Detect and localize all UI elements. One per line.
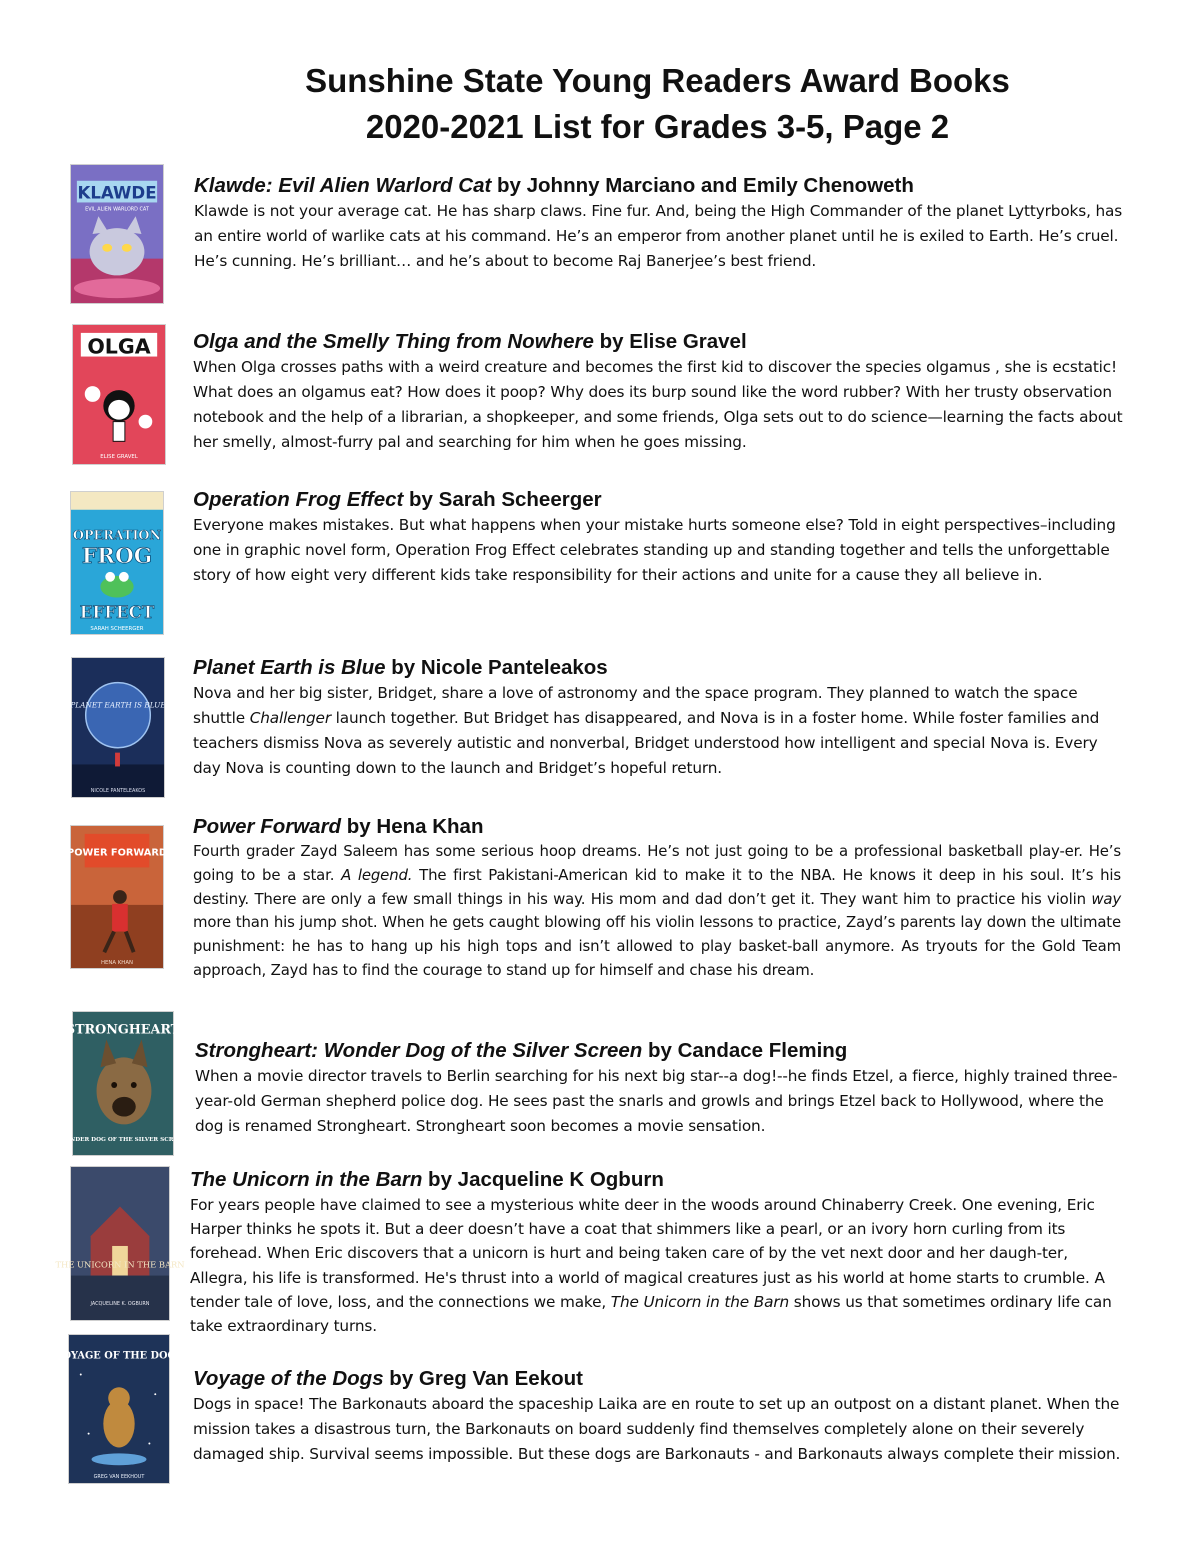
book-cover-power bbox=[67, 825, 167, 969]
book-description: Everyone makes mistakes. But what happens when your mistake hurts someone else? Told in eight perspectives–including one in graphic novel form, Operation Frog Effect celebrates standing up and standing together and tells the unforgettable story of how eight very different kids take responsibility for their actions and unite for a cause they all believe in. bbox=[193, 516, 1116, 584]
book-description: Fourth grader Zayd Saleem has some serious hoop dreams. He’s not just going to be a professional basketball play-er. He’s going to be a star. A legend. The first Pakistani-American kid to make it to the NBA. He knows it deep in his soul. It’s his destiny. There are only a few small things in his way. His mom and dad don’t get it. They want him to practice his violin way more than his jump shot. When he gets caught blowing off his violin lessons to practice, Zayd’s parents lay down the ultimate punishment: he has to hang up his high tops and isn’t allowed to play basket-ball anymore. As tryouts for the Gold Team approach, Zayd has to find the courage to stand up for himself and chase his dream. bbox=[193, 842, 1121, 979]
book-cover-olga bbox=[72, 324, 166, 465]
book-description: For years people have claimed to see a mysterious white deer in the woods around Chinaberry Creek. One evening, Eric Harper thinks he spots it. But a deer doesn’t have a coat that shimmers like a pearl, or an ivory horn curling from its forehead. When Eric discovers that a unicorn is hurt and being taken care of by the vet next door and her daugh-ter, Allegra, his life is transformed. He's thrust into a world of magical creatures just as his world at home starts to crumble. A tender tale of love, loss, and the connections we make, The Unicorn in the Barn shows us that sometimes ordinary life can take extraordinary turns. bbox=[190, 1196, 1112, 1336]
strongheart-cover-sub: WONDER DOG OF THE SILVER SCREEN bbox=[58, 1137, 188, 1144]
book-title: Operation Frog Effect bbox=[193, 488, 404, 511]
book-heading bbox=[193, 487, 1128, 513]
book-cover-unicorn bbox=[55, 1166, 185, 1321]
book-cover-planet bbox=[71, 657, 165, 798]
olga-cover-author: ELISE GRAVEL bbox=[100, 454, 138, 461]
book-heading bbox=[193, 1366, 1128, 1392]
book-author: by Johnny Marciano and Emily Chenoweth bbox=[491, 174, 914, 197]
planet-cover-author: NICOLE PANTELEAKOS bbox=[90, 788, 146, 795]
book-description: Dogs in space! The Barkonauts aboard the spaceship Laika are en route to set up an outpost on a distant planet. When the mission takes a disastrous turn, the Barkonauts on board suddenly find themselves completely alone on their severely damaged ship. Survival seems impossible. But these dogs are Barkonauts - and Barkonauts always complete their mission. bbox=[193, 1395, 1121, 1463]
voyage-cover-title: VOYAGE OF THE DOGS bbox=[55, 1350, 183, 1362]
book-entry-olga bbox=[193, 329, 1128, 455]
book-description: When a movie director travels to Berlin searching for his next big star--a dog!--he finds Etzel, a fierce, highly trained three-year-old German shepherd police dog. He sees past the snarls and growls and brings Etzel back to Hollywood, where the dog is renamed Strongheart. Strongheart soon becomes a movie sensation. bbox=[195, 1067, 1118, 1135]
planet-cover-title: PLANET EARTH IS BLUE bbox=[70, 700, 166, 710]
frog-cover-title-3: EFFECT bbox=[79, 602, 155, 623]
book-cover-voyage bbox=[55, 1334, 183, 1484]
book-cover-klawde bbox=[70, 164, 164, 304]
frog-cover-title-1: OPERATION bbox=[72, 528, 162, 544]
power-cover-author: HENA KHAN bbox=[100, 960, 134, 967]
book-heading bbox=[190, 1167, 1125, 1193]
strongheart-cover-title: STRONGHEART bbox=[65, 1022, 181, 1038]
klawde-cover-sub: EVIL ALIEN WARLORD CAT bbox=[85, 206, 149, 213]
book-author: by Candace Fleming bbox=[642, 1039, 848, 1062]
book-entry-strongheart bbox=[195, 1038, 1130, 1139]
title-line-2: 2020-2021 List for Grades 3-5, Page 2 bbox=[365, 108, 950, 145]
voyage-cover-author: GREG VAN EEKHOUT bbox=[93, 1474, 145, 1481]
frog-cover-author: SARAH SCHEERGER bbox=[90, 626, 144, 633]
book-entry-planet bbox=[193, 655, 1128, 781]
book-description: When Olga crosses paths with a weird creature and becomes the first kid to discover the species olgamus , she is ecstatic! What does an olgamus eat? How does it poop? Why does its burp sound like the word rubber? With her trusty observation notebook and the help of a librarian, a shopkeeper, and some friends, Olga sets out to do science—learning the facts about her smelly, almost-furry pal and searching for him when he goes missing. bbox=[193, 358, 1123, 451]
unicorn-cover-title: THE UNICORN IN THE BARN bbox=[55, 1259, 185, 1270]
book-author: by Sarah Scheerger bbox=[403, 488, 602, 511]
book-description: Nova and her big sister, Bridget, share a love of astronomy and the space program. They planned to watch the space shuttle Challenger launch together. But Bridget has disappeared, and Nova is in a foster home. While foster families and teachers dismiss Nova as severely autistic and nonverbal, Bridget understood how intelligent and special Nova is. Every day Nova is counting down to the launch and Bridget’s hopeful return. bbox=[193, 684, 1100, 777]
klawde-cover-title: KLAWDE bbox=[77, 183, 157, 203]
book-heading bbox=[194, 173, 1129, 199]
book-author: by Elise Gravel bbox=[593, 330, 747, 353]
book-heading bbox=[193, 655, 1128, 681]
book-heading bbox=[195, 1038, 1130, 1064]
book-description: Klawde is not your average cat. He has sharp claws. Fine fur. And, being the High Commander of the planet Lyttyrboks, has an entire world of warlike cats at his command. He’s an emperor from another planet until he is exiled to Earth. He’s cruel. He’s cunning. He’s brilliant… and he’s about to become Raj Banerjee’s best friend. bbox=[194, 202, 1123, 270]
book-cover-strongheart bbox=[58, 1011, 188, 1156]
book-title: The Unicorn in the Barn bbox=[190, 1168, 423, 1191]
book-title: Power Forward bbox=[193, 815, 342, 838]
book-author: by Hena Khan bbox=[341, 815, 484, 838]
book-heading bbox=[193, 814, 1121, 840]
book-author: by Jacqueline K Ogburn bbox=[422, 1168, 664, 1191]
book-cover-frog bbox=[70, 491, 164, 635]
book-heading bbox=[193, 329, 1128, 355]
page-title bbox=[0, 58, 1200, 150]
book-entry-unicorn bbox=[190, 1167, 1125, 1338]
book-title: Olga and the Smelly Thing from Nowhere bbox=[193, 330, 594, 353]
olga-cover-title: OLGA bbox=[87, 334, 151, 359]
book-title: Planet Earth is Blue bbox=[193, 656, 386, 679]
book-title: Klawde: Evil Alien Warlord Cat bbox=[194, 174, 492, 197]
book-entry-voyage bbox=[193, 1366, 1128, 1467]
unicorn-cover-author: JACQUELINE K. OGBURN bbox=[90, 1301, 150, 1308]
book-entry-power bbox=[193, 814, 1121, 983]
frog-cover-title-2: FROG bbox=[81, 543, 153, 570]
book-author: by Nicole Panteleakos bbox=[385, 656, 608, 679]
book-entry-klawde bbox=[194, 173, 1129, 274]
title-line-1: Sunshine State Young Readers Award Books bbox=[305, 62, 1010, 99]
power-cover-title: POWER FORWARD bbox=[67, 847, 167, 859]
book-author: by Greg Van Eekout bbox=[383, 1367, 583, 1390]
book-title: Voyage of the Dogs bbox=[193, 1367, 384, 1390]
book-entry-frog bbox=[193, 487, 1128, 588]
book-title: Strongheart: Wonder Dog of the Silver Screen bbox=[195, 1039, 643, 1062]
